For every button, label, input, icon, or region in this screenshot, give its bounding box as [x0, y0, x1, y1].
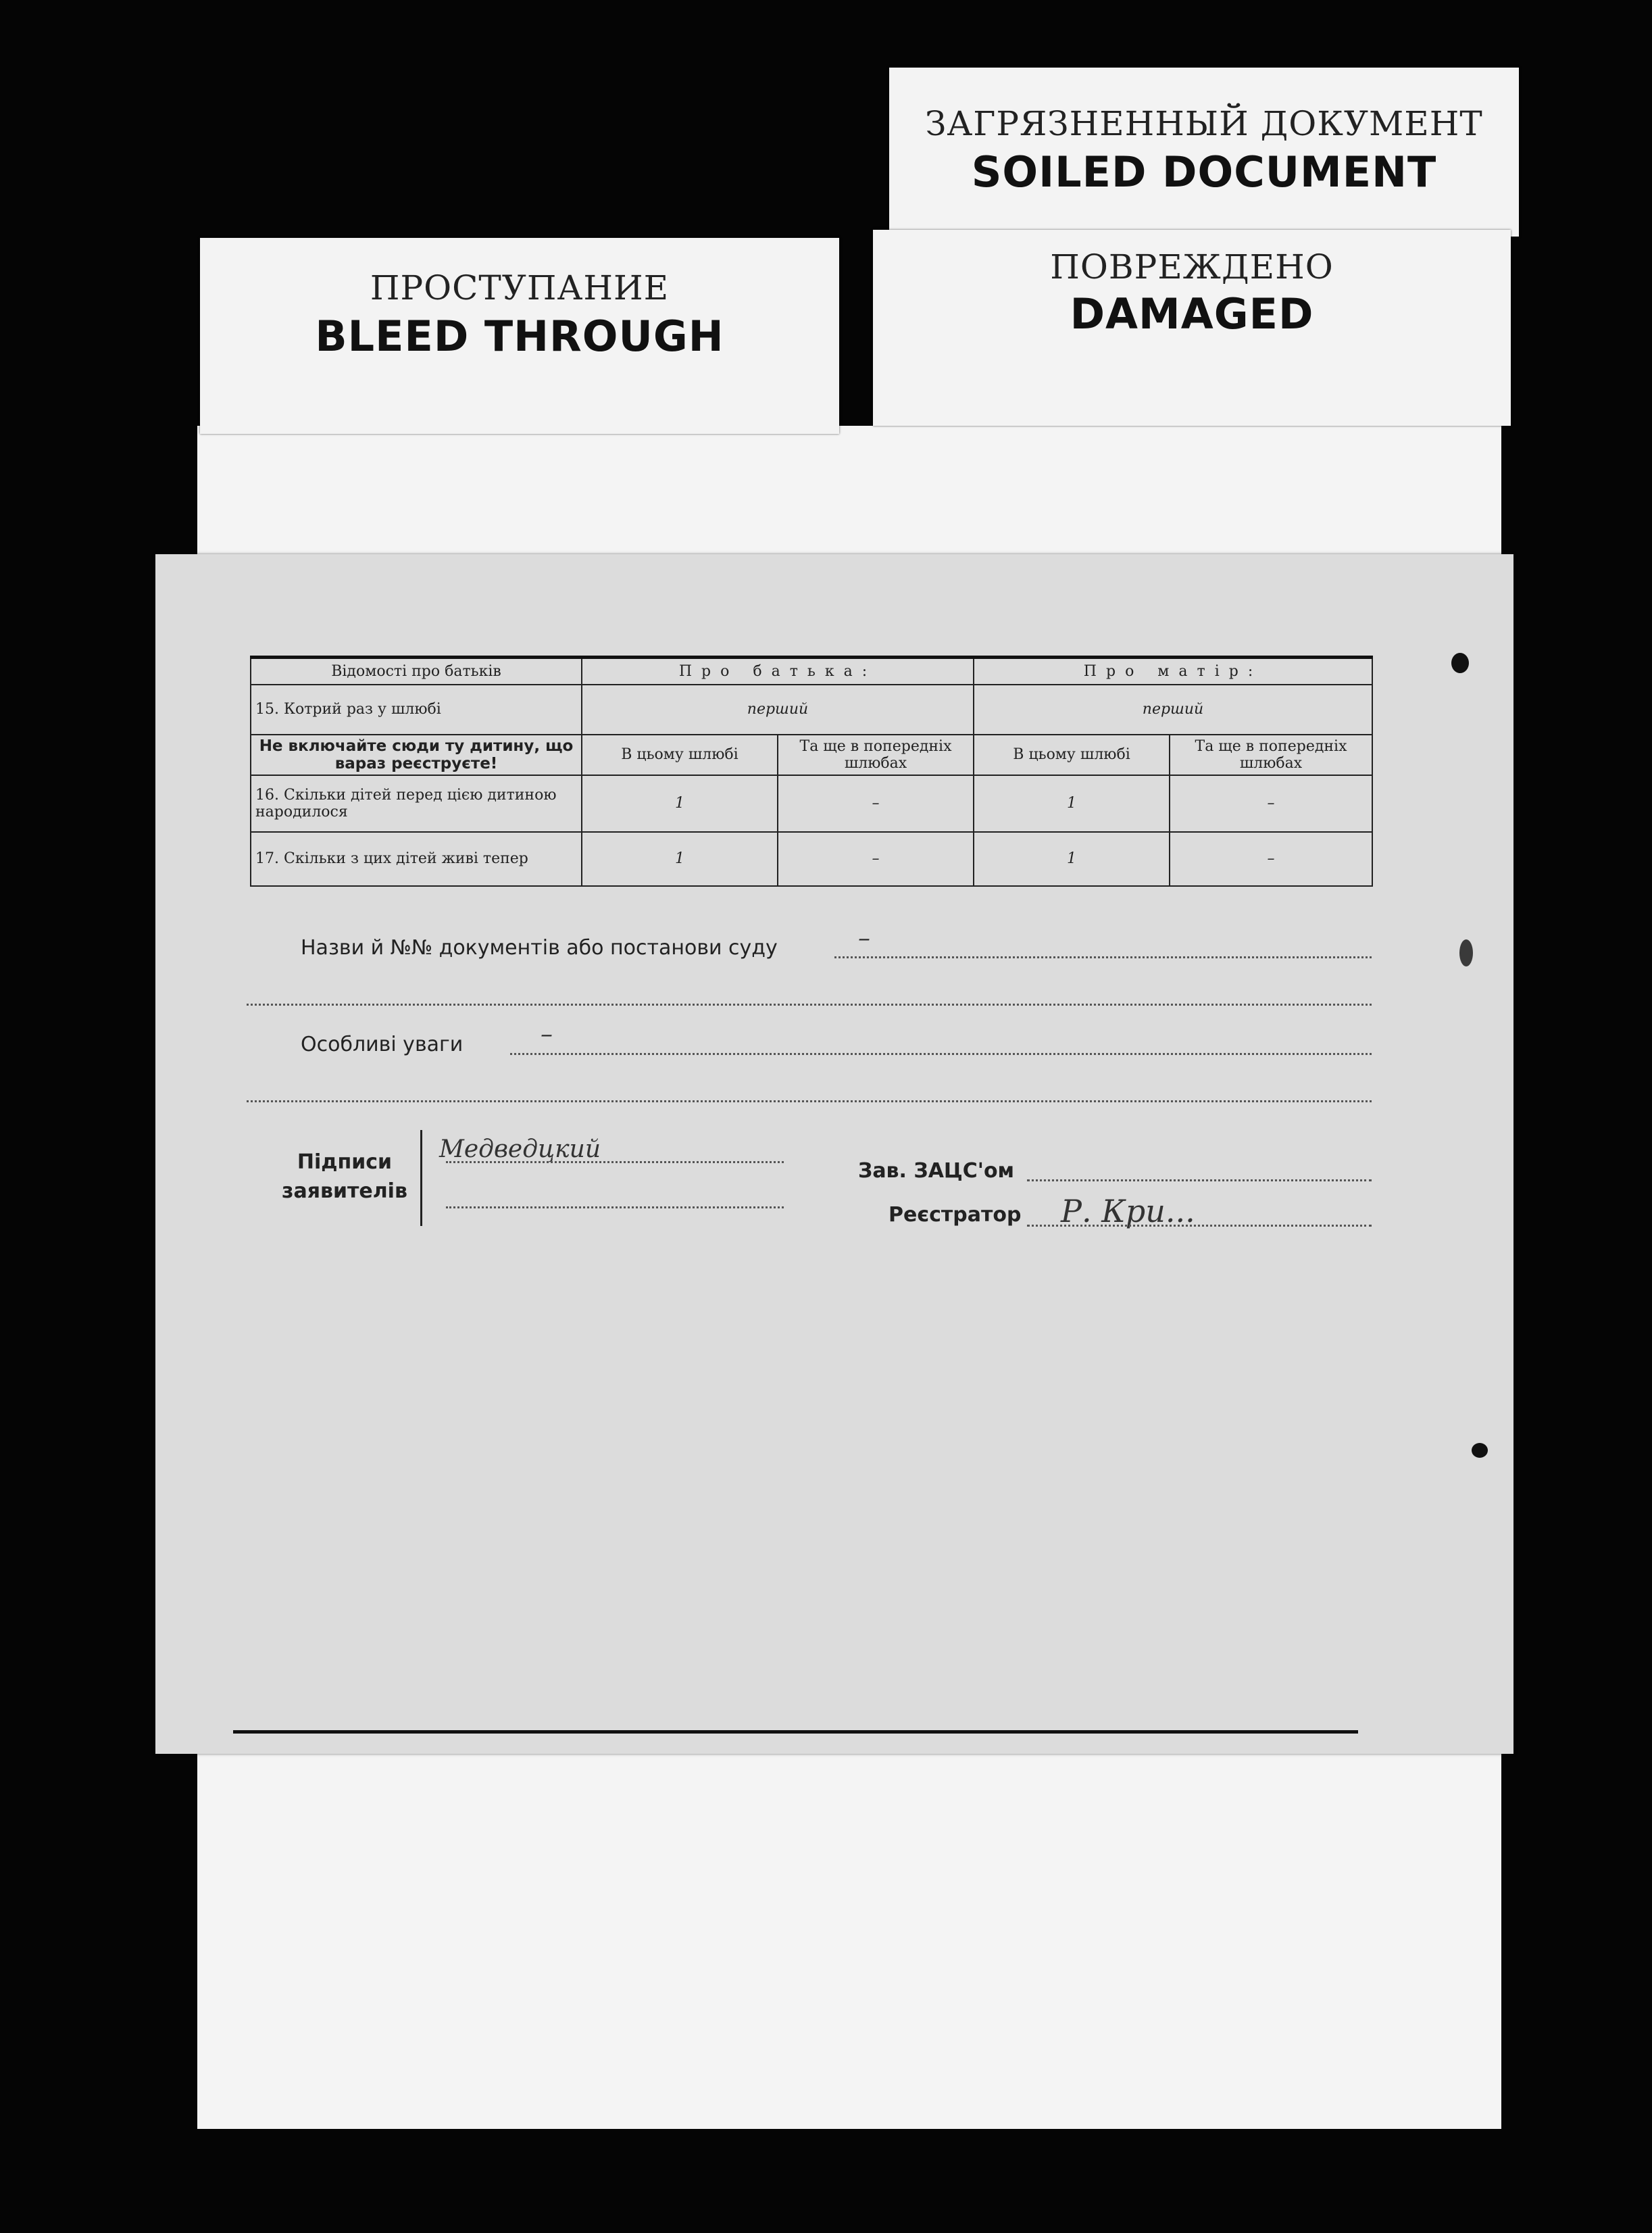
row15-label: 15. Котрий раз у шлюбі [251, 685, 582, 735]
table-row-15 [251, 685, 1372, 735]
remarks-line-2 [247, 1100, 1372, 1102]
header-parents-info: Відомості про батьків [251, 658, 582, 685]
header-mother: Про матір: [974, 658, 1372, 685]
edge-damage-mark [1459, 939, 1473, 966]
bleed-label-en: BLEED THROUGH [315, 312, 724, 361]
soiled-label-ru: ЗАГРЯЗНЕННЫЙ ДОКУМЕНТ [925, 104, 1483, 143]
documents-line-2 [247, 1004, 1372, 1006]
signatures-brace [420, 1130, 432, 1226]
row17-cell: 1 [582, 832, 778, 886]
documents-label: Назви й №№ документів або постанови суду [301, 936, 778, 960]
applicant-signature: Медведцкий [439, 1135, 601, 1163]
applicants-label-line-1: Підписи [297, 1150, 393, 1174]
soiled-document-card [889, 68, 1519, 237]
registrar-signature-line [1027, 1225, 1372, 1227]
row17-cell: 1 [974, 832, 1170, 886]
registrar-label: Реєстратор [888, 1203, 1022, 1227]
row16-cell: – [1170, 775, 1372, 832]
damaged-card [873, 230, 1511, 426]
applicant-signature-line-1 [446, 1161, 784, 1163]
registration-form-page [155, 554, 1513, 1754]
sub-mother-this-marriage: В цьому шлюбі [974, 735, 1170, 775]
head-signature-line [1027, 1179, 1372, 1181]
row16-cell: 1 [974, 775, 1170, 832]
table-subheader-row [251, 735, 1372, 775]
bleed-through-card [200, 238, 839, 434]
edge-damage-mark [1472, 1443, 1488, 1458]
header-father: Про батька: [582, 658, 974, 685]
remarks-value: – [541, 1021, 553, 1048]
bottom-rule [233, 1730, 1358, 1734]
remarks-line-1 [510, 1053, 1372, 1055]
applicants-signatures-label [277, 1150, 412, 1203]
parents-info-table [250, 656, 1373, 887]
table-header-row [251, 658, 1372, 685]
remarks-label: Особливі уваги [301, 1033, 464, 1056]
applicants-label-line-2: заявителів [282, 1179, 407, 1203]
registrar-signature: Р. Кри... [1061, 1193, 1195, 1229]
row15-mother-value: перший [974, 685, 1372, 735]
damaged-label-en: DAMAGED [1070, 289, 1314, 339]
head-label: Зав. ЗАЦС'ом [858, 1159, 1015, 1183]
sub-father-prev-marriages: Та ще в попередніх шлюбах [778, 735, 974, 775]
damaged-label-ru: ПОВРЕЖДЕНО [1050, 247, 1334, 287]
row17-cell: – [1170, 832, 1372, 886]
bleed-label-ru: ПРОСТУПАНИЕ [370, 268, 670, 308]
row17-cell: – [778, 832, 974, 886]
row16-cell: 1 [582, 775, 778, 832]
row15-father-value: перший [582, 685, 974, 735]
sub-mother-prev-marriages: Та ще в попередніх шлюбах [1170, 735, 1372, 775]
soiled-label-en: SOILED DOCUMENT [971, 147, 1437, 197]
row17-label: 17. Скільки з цих дітей живі тепер [251, 832, 582, 886]
documents-line-1 [834, 956, 1372, 958]
edge-damage-mark [1451, 653, 1469, 673]
row16-label: 16. Скільки дітей перед цією дитиною народилося [251, 775, 582, 832]
sub-father-this-marriage: В цьому шлюбі [582, 735, 778, 775]
applicant-signature-line-2 [446, 1206, 784, 1208]
documents-value: – [858, 925, 870, 952]
table-row-16 [251, 775, 1372, 832]
exclude-child-note: Не включайте сюди ту дитину, що вараз реєструєте! [251, 735, 582, 775]
row16-cell: – [778, 775, 974, 832]
table-row-17 [251, 832, 1372, 886]
